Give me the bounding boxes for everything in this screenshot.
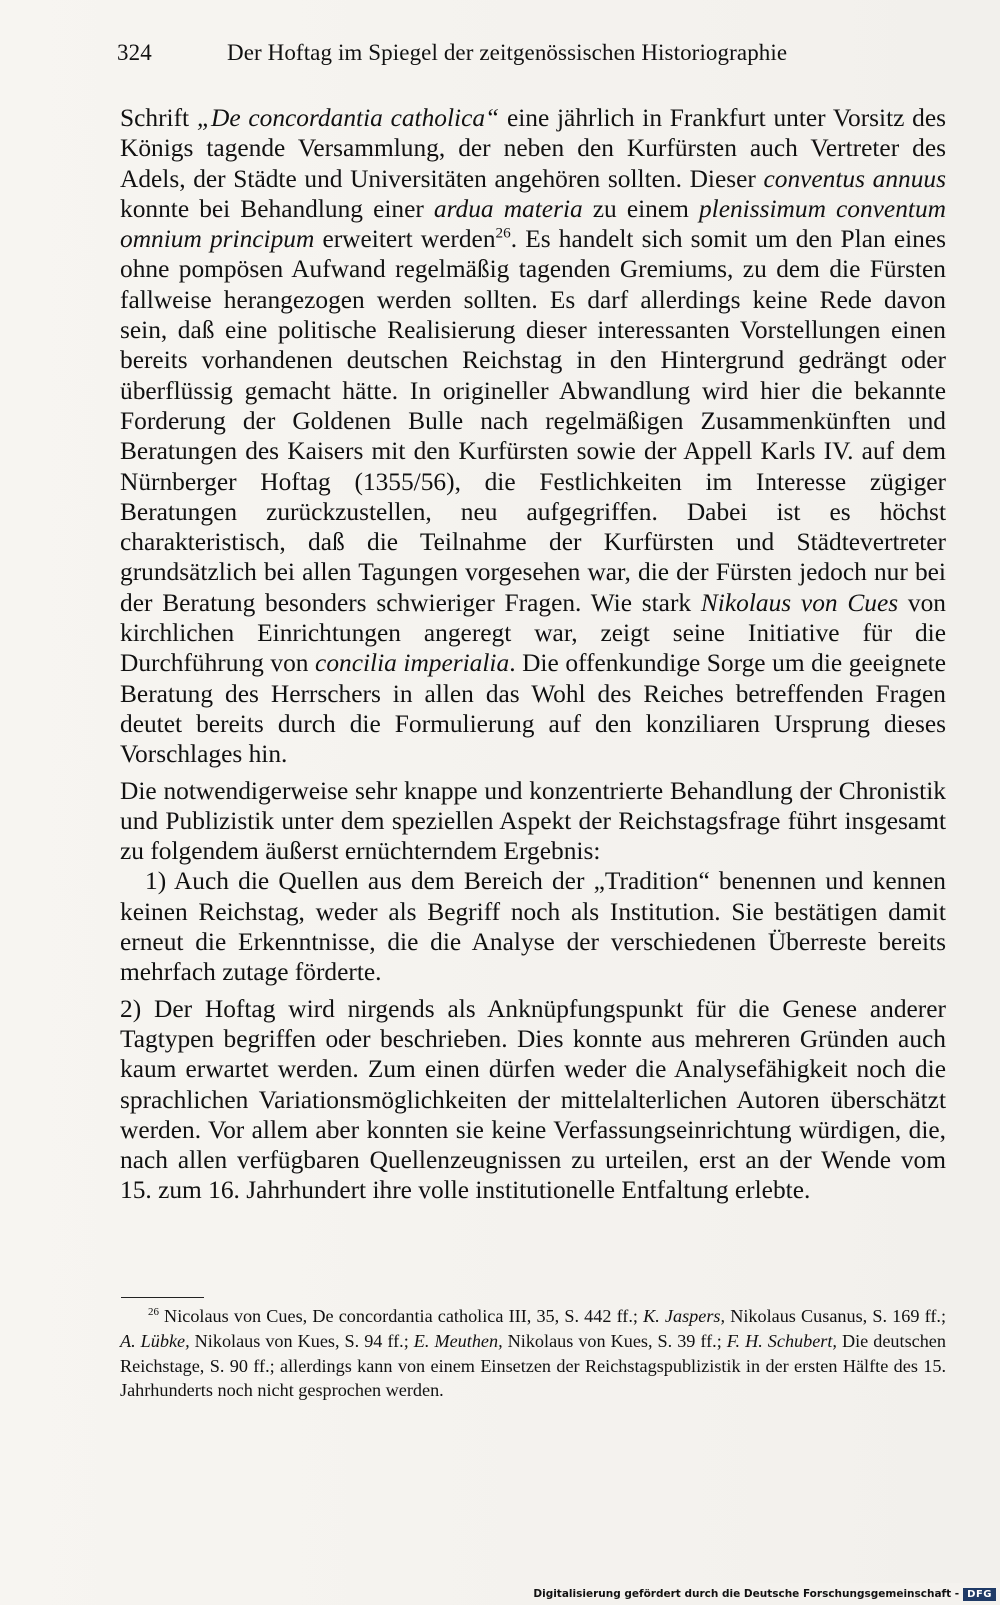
text-run: von kirchlichen Einrichtungen angeregt war, zeigt seine Initiative für die Durchführung von [120, 588, 946, 678]
text-run: . Es handelt sich somit um den Plan eines ohne pompösen Aufwand regelmäßig tagenden Gremiums, zu dem die Fürsten fallweise herangezogen werden sollten. Es darf allerdings keine Rede davon sein, daß eine politische Realisierung dieser interessanten Vorstellungen einen bereits vorhandenen deutschen Reichstag in den Hintergrund gedrängt oder überflüssig gemacht hätte. In origineller Abwandlung wird hier die bekannte Forderung der Goldenen Bulle nach regelmäßigen Zusammenkünften und Beratungen des Kaisers mit den Kurfürsten sowie der Appell Karls IV. auf dem Nürnberger Hoftag (1355/56), die Festlichkeiten im Interesse zügiger Beratungen zurückzustellen, neu aufgegriffen. Dabei ist es höchst charakteristisch, daß die Teilnahme der Kurfürsten und Städtevertreter grundsätzlich bei allen Tagungen vorgesehen war, die der Fürsten jedoch nur bei der Beratung besonders schwieriger Fragen. Wie stark [120, 225, 946, 617]
text-run: konnte bei Behandlung einer [120, 194, 434, 223]
text-run: Nikolaus Cusanus, S. 169 ff.; [725, 1306, 947, 1326]
text-run: zu einem [582, 194, 699, 223]
text-run: Nicolaus von Cues, De concordantia catholica III, 35, S. 442 ff.; [158, 1306, 644, 1326]
credit-text: Digitalisierung gefördert durch die Deutsche Forschungsgemeinschaft - [533, 1588, 960, 1600]
main-text [120, 103, 946, 1206]
author-name: E. Meuthen, [413, 1330, 503, 1351]
text-run: erweitert werden [314, 225, 496, 254]
paragraph-3: 1) Auch die Quellen aus dem Bereich der „Tradition“ benennen und kennen keinen Reichstag, weder als Begriff noch als Institution. Sie bestätigen damit erneut die Erkenntnisse, die die Analyse der verschiedenen Überreste bereits mehrfach zutage förderte. [120, 867, 946, 987]
footnote-number: 26 [148, 1305, 159, 1318]
text-run: . Die offenkundige Sorge um die geeignete Beratung des Herrschers in allen das Wohl des Reiches betreffenden Fragen deutet bereits durch die Formulierung auf den konziliaren Ursprung dieses Vorschlages hin. [120, 649, 946, 769]
paragraph-1 [120, 103, 946, 770]
italic-term: ardua materia [433, 194, 583, 223]
dfg-logo-icon: DFG [963, 1588, 996, 1601]
author-name: F. H. Schubert, [726, 1330, 837, 1351]
paragraph-4: 2) Der Hoftag wird nirgends als Anknüpfungspunkt für die Genese anderer Tagtypen begriffen oder beschrieben. Dies konnte aus mehreren Gründen auch kaum erwartet werden. Zum einen dürfen weder die Analysefähigkeit noch die sprachlichen Variationsmöglichkeiten der mittelalterlichen Autoren überschätzt werden. Vor allem aber konnten sie keine Verfassungseinrichtung würdigen, die, nach allen verfügbaren Quellenzeugnissen zu urteilen, erst an der Wende vom 15. zum 16. Jahrhundert ihre volle institutionelle Entfaltung erlebte. [120, 994, 946, 1205]
page-number: 324 [117, 40, 152, 65]
text-run: Die deutschen Reichstage, S. 90 ff.; allerdings kann von einem Einsetzen der Reichstagspublizistik in der ersten Hälfte des 15. Jahrhunderts noch nicht gesprochen werden. [120, 1330, 946, 1401]
running-title: Der Hoftag im Spiegel der zeitgenössischen Historiographie [227, 40, 788, 65]
italic-term: concilia imperialia [315, 649, 510, 678]
italic-term: plenissimum conventum omnium principum [120, 194, 946, 254]
author-name: K. Jaspers, [643, 1306, 726, 1326]
text-run: Nikolaus von Kues, S. 94 ff.; [189, 1330, 414, 1351]
text-run: Nikolaus von Kues, S. 39 ff.; [502, 1330, 727, 1351]
italic-term: conventus annuus [763, 164, 947, 193]
page-header [117, 40, 947, 66]
paragraph-2: Die notwendigerweise sehr knappe und konzentrierte Behandlung der Chronistik und Publizistik unter dem speziellen Aspekt der Reichstagsfrage führt insgesamt zu folgendem äußerst ernüchterndem Ergebnis: [120, 776, 946, 866]
digitization-credit-bar [533, 1583, 1000, 1605]
italic-title: „De concordantia catholica“ [196, 104, 500, 132]
footnote-ref[interactable]: 26 [495, 224, 511, 242]
italic-name: Nikolaus von Cues [700, 588, 899, 617]
footnote-26 [120, 1304, 946, 1403]
text-run: eine jährlich in Frankfurt unter Vorsitz des Königs tagende Versammlung, der neben den Kurfürsten auch Vertreter des Adels, der Städte und Universitäten angehören sollten. Dieser [120, 104, 947, 193]
author-name: A. Lübke, [120, 1330, 190, 1351]
footnotes [120, 1304, 946, 1403]
text-run: Schrift [120, 104, 197, 132]
footnote-rule [121, 1297, 204, 1298]
